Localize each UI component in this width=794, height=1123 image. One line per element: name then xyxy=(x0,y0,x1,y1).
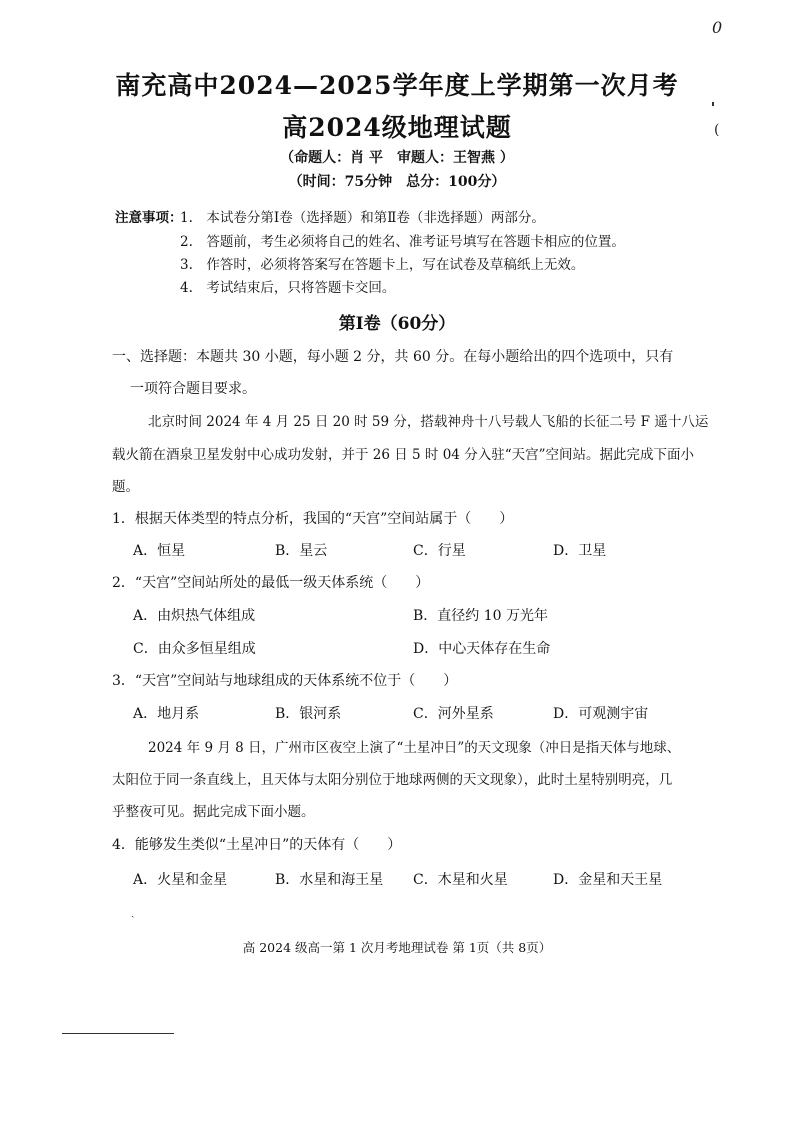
question-stem: 3．“天宫”空间站与地球组成的天体系统不位于（ ） xyxy=(112,673,458,689)
notice-item: 3. 作答时，必须将答案写在答题卡上，写在试卷及草稿纸上无效。 xyxy=(180,257,585,273)
notice-item: 2. 答题前，考生必须将自己的姓名、准考证号填写在答题卡相应的位置。 xyxy=(180,234,625,250)
notice-label: 注意事项： xyxy=(115,210,183,226)
notice-item: 4. 考试结束后，只将答题卡交回。 xyxy=(180,280,396,296)
margin-mark: ( xyxy=(714,122,720,138)
part-title: 第Ⅰ卷（60分） xyxy=(338,314,456,334)
material-paragraph: 太阳位于同一条直线上，且天体与太阳分别位于地球两侧的天文现象），此时土星特别明亮，几 xyxy=(112,772,673,788)
option-b: B．银河系 xyxy=(275,706,342,722)
option-b: B．水星和海王星 xyxy=(275,872,384,888)
option-b: B．直径约 10 万光年 xyxy=(413,608,549,624)
section-heading: 一、选择题：本题共 30 小题，每小题 2 分，共 60 分。在每小题给出的四个选项中，只有 xyxy=(112,349,674,365)
option-a: A．由炽热气体组成 xyxy=(133,608,256,624)
exam-time-score: （时间：75分钟 总分：100分） xyxy=(288,174,506,190)
notice-item: 1. 本试卷分第Ⅰ卷（选择题）和第Ⅱ卷（非选择题）两部分。 xyxy=(180,210,545,226)
option-d: D．可观测宇宙 xyxy=(553,706,649,722)
option-c: C．木星和火星 xyxy=(413,872,508,888)
section-heading-cont: 一项符合题目要求。 xyxy=(130,381,256,397)
option-d: D．金星和天王星 xyxy=(553,872,663,888)
option-b: B．星云 xyxy=(275,543,328,559)
option-d: D．中心天体存在生命 xyxy=(413,641,551,657)
question-stem: 4．能够发生类似“土星冲日”的天体有（ ） xyxy=(112,837,402,853)
exam-title: 南充高中2024—2025学年度上学期第一次月考 xyxy=(115,71,679,100)
page-footer: 高 2024 级高一第 1 次月考地理试卷 第 1页（共 8页） xyxy=(242,940,552,955)
margin-dot xyxy=(712,102,714,106)
question-stem: 2．“天宫”空间站所处的最低一级天体系统（ ） xyxy=(112,575,430,591)
material-paragraph: 载火箭在酒泉卫星发射中心成功发射，并于 26 日 5 时 04 分入驻“天宫”空间站。据此完成下面小 xyxy=(112,447,694,463)
corner-mark: 0 xyxy=(712,18,723,37)
option-c: C．行星 xyxy=(413,543,466,559)
material-paragraph: 题。 xyxy=(112,479,139,495)
question-stem: 1．根据天体类型的特点分析，我国的“天宫”空间站属于（ ） xyxy=(112,511,514,527)
option-c: C．河外星系 xyxy=(413,706,494,722)
exam-authors: （命题人：肖 平 审题人：王智燕 ） xyxy=(280,150,514,166)
option-a: A．地月系 xyxy=(133,706,200,722)
footnote-rule xyxy=(62,1033,174,1034)
material-paragraph: 北京时间 2024 年 4 月 25 日 20 时 59 分，搭载神舟十八号载人飞船的长征二号 F 遥十八运 xyxy=(148,414,709,430)
exam-subtitle: 高2024级地理试题 xyxy=(282,113,512,142)
option-c: C．由众多恒星组成 xyxy=(133,641,256,657)
option-a: A．火星和金星 xyxy=(133,872,228,888)
material-paragraph: 乎整夜可见。据此完成下面小题。 xyxy=(112,804,315,820)
option-d: D．卫星 xyxy=(553,543,607,559)
scan-mark: ˏ xyxy=(131,907,135,918)
option-a: A．恒星 xyxy=(133,543,186,559)
material-paragraph: 2024 年 9 月 8 日，广州市区夜空上演了“土星冲日”的天文现象（冲日是指天体与地球、 xyxy=(148,740,681,756)
